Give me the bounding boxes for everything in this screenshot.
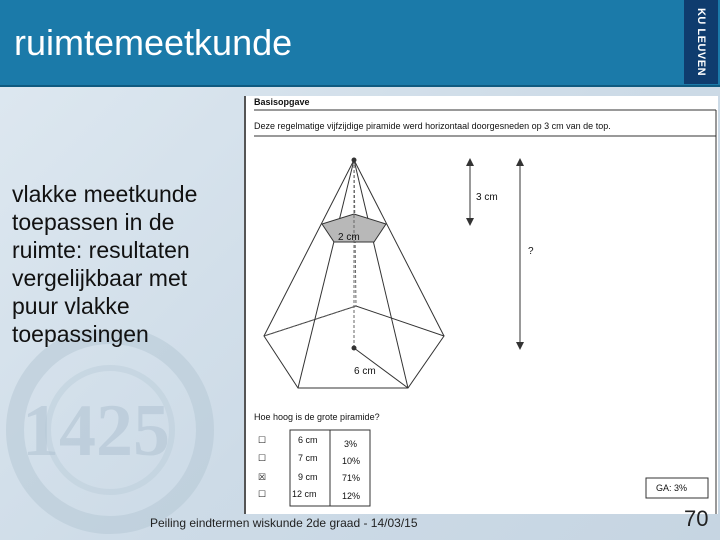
option-label: 7 cm <box>298 453 318 463</box>
body-text <box>12 180 250 348</box>
option-percent: 71% <box>342 473 361 483</box>
text-line: toepassen in de <box>12 209 175 235</box>
watermark-text: 1425 <box>22 390 170 472</box>
logo-text: KU LEUVEN <box>695 7 707 77</box>
option-checkbox: ☐ <box>258 489 267 499</box>
text-line: puur vlakke <box>12 293 130 319</box>
pyramid-figure <box>246 96 718 514</box>
option-percent: 3% <box>344 439 358 449</box>
option-label: 12 cm <box>292 489 317 499</box>
option-checkbox: ☐ <box>258 435 267 445</box>
option-checkbox: ☒ <box>258 472 267 482</box>
option-label: 6 cm <box>298 435 318 445</box>
ga-score: GA: 3% <box>656 483 688 493</box>
option-percent: 10% <box>342 456 361 466</box>
top-height-label: 3 cm <box>476 192 498 203</box>
text-line: toepassingen <box>12 321 149 347</box>
text-line: ruimte: resultaten <box>12 237 190 263</box>
exercise-heading: Basisopgave <box>254 97 310 107</box>
exercise-document <box>244 96 718 514</box>
base-side-label: 6 cm <box>354 366 376 377</box>
text-line: vergelijkbaar met <box>12 265 188 291</box>
footer-text: Peiling eindtermen wiskunde 2de graad - 14/03/15 <box>150 516 418 530</box>
option-percent: 12% <box>342 491 361 501</box>
exercise-statement: Deze regelmatige vijfzijdige piramide werd horizontaal doorgesneden op 3 cm van de top. <box>254 121 611 131</box>
title-bar <box>0 0 720 87</box>
text-line: vlakke meetkunde <box>12 181 198 207</box>
page-number: 70 <box>684 506 709 531</box>
option-label: 9 cm <box>298 472 318 482</box>
question-mark-label: ? <box>528 246 534 257</box>
ku-leuven-logo <box>684 0 718 84</box>
option-checkbox: ☐ <box>258 453 267 463</box>
slide-title: ruimtemeetkunde <box>14 22 293 63</box>
question-text: Hoe hoog is de grote piramide? <box>254 412 380 422</box>
small-side-label: 2 cm <box>338 232 360 243</box>
seal-watermark <box>0 330 240 540</box>
